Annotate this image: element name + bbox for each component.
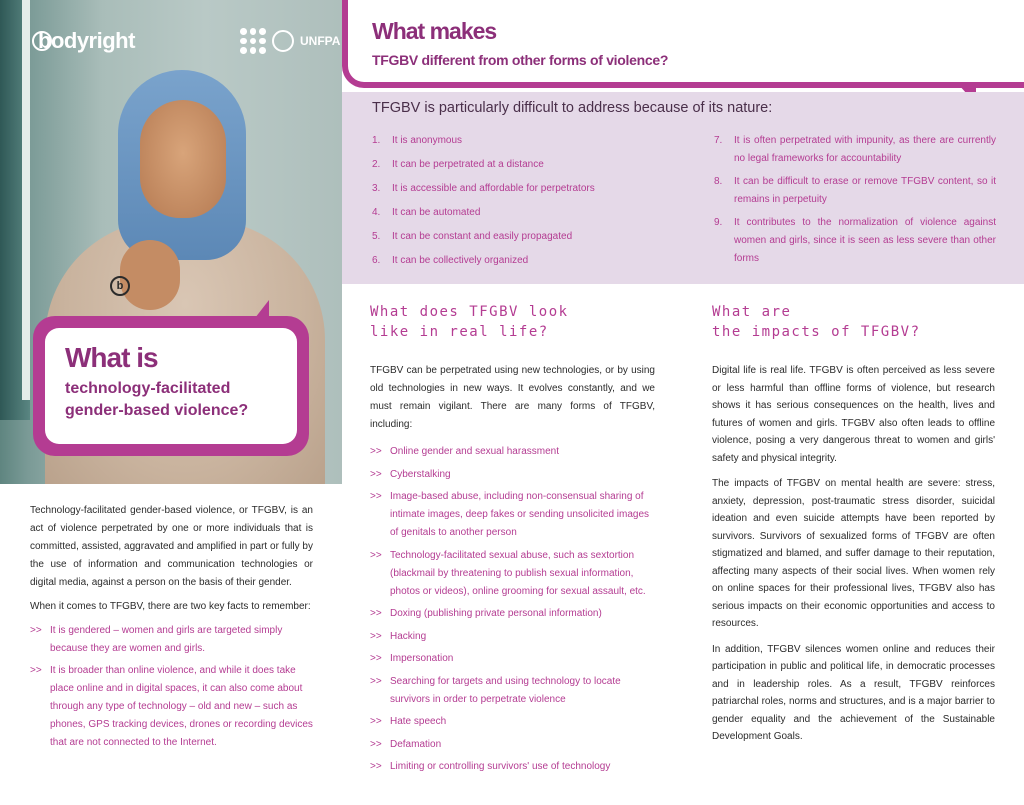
forms-list: [370, 443, 655, 781]
list-item: 3. It is accessible and affordable for perpetrators: [372, 183, 595, 194]
chevron-double-icon: >>: [370, 653, 382, 664]
nature-panel: [342, 92, 1024, 284]
list-item: >> Cyberstalking: [370, 466, 655, 484]
chevron-double-icon: >>: [370, 738, 382, 750]
list-item: >> Hacking: [370, 628, 655, 646]
list-item: 1. It is anonymous: [372, 135, 463, 146]
unfpa-logo: [240, 28, 340, 54]
nature-intro: TFGBV is particularly difficult to address because of its nature:: [372, 100, 773, 116]
list-item: >> Limiting or controlling survivors' use of technology: [370, 758, 655, 776]
list-item: >> Image-based abuse, including non-consensual sharing of intimate images, deep fakes or sending unsolicited images of genitals to another person: [370, 488, 655, 542]
un-seal-icon: [272, 30, 294, 52]
list-item: >> It is gendered – women and girls are targeted simply because they are women and girls.: [30, 622, 313, 658]
impacts-paragraph: Digital life is real life. TFGBV is often perceived as less severe or less harmful than offline forms of violence, but research shows it has serious consequences on the health, lives and futures of women and girls. TFGBV also often leads to offline violence, posing a very dangerous threat to women and girls' safety and physical integrity.: [712, 365, 995, 464]
header-subtitle: TFGBV different from other forms of violence?: [372, 52, 669, 68]
speech-tail: [255, 300, 269, 318]
impacts-paragraph: In addition, TFGBV silences women online and reduces their participation in public and political life, in democratic processes and in leadership roles. As a result, TFGBV reinforces patriarchal roles, norms and structures, and is a major barrier to gender equality and the achievement of the Sustainable Development Goals.: [712, 643, 995, 742]
bodyright-logo: [32, 28, 135, 54]
un-dots-icon: [240, 28, 266, 54]
list-item: >> Searching for targets and using technology to locate survivors in order to perpetrate violence: [370, 673, 655, 709]
real-life-heading: What does TFGBV look like in real life?: [370, 304, 569, 340]
list-item: 5. It can be constant and easily propagated: [372, 231, 573, 242]
list-item: 9. It contributes to the normalization of violence against women and girls, since it is seen as less severe than other forms: [714, 217, 996, 264]
chevron-double-icon: >>: [370, 675, 382, 687]
what-makes-header: [342, 0, 1024, 92]
what-is-subtitle: technology-facilitated gender-based violence?: [65, 380, 249, 419]
list-item: >> It is broader than online violence, and while it does take place online and in digital spaces, it can also come about through any type of technology – old and new – such as phones, GPS tracking devices, drones or recording devices that are not connected to the Internet.: [30, 662, 313, 752]
definition-section: [30, 502, 313, 756]
list-item: 4. It can be automated: [372, 207, 481, 218]
chevron-double-icon: >>: [370, 446, 382, 457]
chevron-double-icon: >>: [370, 630, 382, 642]
chevron-double-icon: >>: [30, 625, 42, 636]
impacts-section: [712, 362, 995, 754]
key-facts-lead: When it comes to TFGBV, there are two key facts to remember:: [30, 601, 311, 612]
unfpa-logo-text: UNFPA: [300, 34, 341, 48]
list-item: 6. It can be collectively organized: [372, 255, 529, 266]
what-is-callout: [33, 316, 309, 456]
list-item: >> Hate speech: [370, 713, 655, 731]
chevron-double-icon: >>: [30, 665, 42, 676]
chevron-double-icon: >>: [370, 608, 382, 619]
list-item: >> Doxing (publishing private personal information): [370, 605, 655, 623]
nature-list-right: [714, 132, 996, 273]
person-face: [140, 100, 226, 218]
chevron-double-icon: >>: [370, 468, 382, 480]
list-item: >> Online gender and sexual harassment: [370, 443, 655, 461]
list-item: >> Impersonation: [370, 650, 655, 668]
list-item: 2. It can be perpetrated at a distance: [372, 159, 544, 170]
chevron-double-icon: >>: [370, 761, 382, 772]
window-frame: [22, 0, 30, 400]
list-item: 8. It can be difficult to erase or remove TFGBV content, so it remains in perpetuity: [714, 176, 996, 205]
bodyright-logo-text: bodyright: [38, 28, 135, 53]
definition-paragraph: Technology-facilitated gender-based violence, or TFGBV, is an act of violence perpetrated by one or more individuals that is committed, assisted, aggravated and amplified in part or fully by the use of information and communication technologies or digital media, against a person on the basis of their gender.: [30, 505, 313, 588]
what-is-title: What is: [65, 342, 158, 373]
chevron-double-icon: >>: [370, 491, 382, 502]
chevron-double-icon: >>: [370, 549, 382, 561]
impacts-paragraph: The impacts of TFGBV on mental health are severe: stress, anxiety, depression, post-traumatic stress disorder, suicidal ideation and even suicide attempts have been reported by survivors. Survivors of sexualized forms of TFGBV are often stigmatized and blamed, and suffer damage to their reputation, affecting many aspects of their social lives. When women rely on online spaces for their professional lives, TFGBV also has serious impacts on their economic opportunities and access to resources.: [712, 478, 995, 629]
list-item: >> Defamation: [370, 736, 655, 754]
key-facts-list: [30, 622, 313, 752]
chevron-double-icon: >>: [370, 716, 382, 727]
list-item: 7. It is often perpetrated with impunity, as there are currently no legal frameworks for accountability: [714, 135, 996, 164]
header-title: What makes: [372, 18, 497, 44]
nature-list-left: [372, 132, 672, 276]
real-life-intro: TFGBV can be perpetrated using new technologies, or by using old technologies in new ways. It evolves constantly, and we must remain vigilant. There are many forms of TFGBV, including:: [370, 365, 655, 430]
impacts-heading: What are the impacts of TFGBV?: [712, 304, 921, 340]
list-item: >> Technology-facilitated sexual abuse, such as sextortion (blackmail by threatening to publish sexual information, photos or videos), online grooming for sexual assault, etc.: [370, 547, 655, 601]
hand-logo-mark: b: [110, 276, 130, 296]
person-hand: [120, 240, 180, 310]
